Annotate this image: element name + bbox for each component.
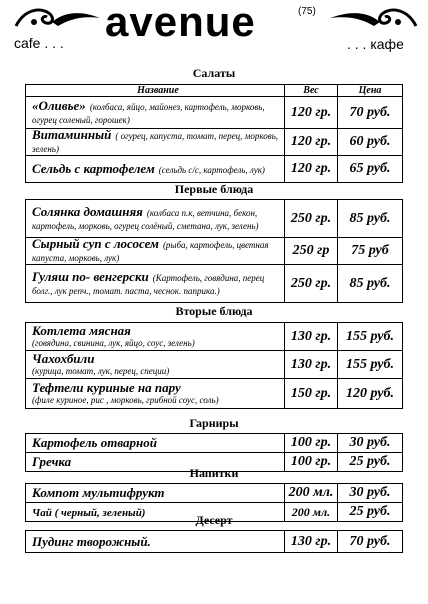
item-price: 85 руб.	[338, 200, 403, 238]
item-name: Витаминный	[32, 127, 112, 142]
item-weight: 120 гр.	[285, 97, 338, 129]
item-desc: (говядина, свинина, лук, яйцо, соус, зелень)	[32, 337, 195, 348]
item-name: Пудинг творожный.	[32, 533, 151, 549]
brand-name: avenue	[105, 0, 256, 45]
item-desc: ( огурец, капуста, томат, перец, морковь, зелень)	[32, 131, 279, 154]
item-price: 155 руб.	[338, 323, 403, 351]
item-desc: (филе куриное, рис , морковь, грибной соус, соль)	[32, 394, 219, 405]
salads-table	[25, 84, 403, 183]
item-weight: 120 гр.	[285, 156, 338, 183]
table-row	[26, 531, 403, 553]
item-price: 75 руб	[338, 238, 403, 265]
item-desc: (курица, томат, лук, перец, специи)	[32, 365, 170, 376]
item-name: Котлета мясная	[32, 322, 131, 338]
section-title-sides: Гарниры	[189, 416, 239, 430]
brand-sub-left: cafe . . .	[14, 35, 64, 51]
item-name: Сельдь с картофелем	[32, 160, 155, 176]
item-weight: 150 гр.	[285, 379, 338, 409]
item-price: 60 руб.	[338, 129, 403, 156]
item-weight: 100 гр.	[285, 434, 338, 453]
section-title-salads: Салаты	[192, 66, 236, 80]
item-name: Компот мультифрукт	[32, 485, 165, 500]
item-desc: (рыба, картофель, цветная капуста, морковь, лук)	[32, 240, 269, 263]
table-row	[26, 97, 403, 129]
item-price: 85 руб.	[338, 265, 403, 303]
table-row	[26, 434, 403, 453]
item-weight: 130 гр.	[285, 323, 338, 351]
item-name: Чахохбили	[32, 350, 95, 366]
item-name: Сырный суп с лососем	[32, 236, 159, 251]
item-weight: 200 мл.	[285, 484, 338, 503]
table-row	[26, 129, 403, 156]
table-row	[26, 265, 403, 303]
item-name: Картофель отварной	[32, 435, 157, 450]
table-header-row	[26, 85, 403, 97]
right-ornament-icon	[322, 4, 418, 34]
table-row	[26, 323, 403, 351]
item-name: Чай ( черный, зеленый)	[32, 507, 146, 519]
header-price: Цена	[338, 85, 403, 97]
menu-header	[0, 0, 428, 58]
item-name: «Оливье»	[32, 97, 86, 113]
item-weight: 250 гр.	[285, 200, 338, 238]
item-weight: 100 гр.	[285, 453, 338, 472]
item-desc: (Картофель, говядина, перец болг., лук репч., томат. паста, чеснок. паприка.)	[32, 272, 265, 296]
section-title-drinks: Напитки	[189, 466, 239, 480]
item-price: 70 руб.	[338, 97, 403, 129]
item-name: Тефтели куриные на пару	[32, 379, 181, 395]
section-title-first-courses: Первые блюда	[174, 182, 254, 196]
first-courses-table	[25, 199, 403, 303]
item-desc: (сельдь с/с, картофель, лук)	[158, 164, 265, 175]
item-name: Солянка домашняя	[32, 203, 143, 219]
brand-number: (75)	[298, 6, 316, 17]
item-price: 25 руб.	[338, 453, 403, 472]
item-price: 70 руб.	[338, 531, 403, 553]
item-weight: 120 гр.	[285, 129, 338, 156]
table-row	[26, 200, 403, 238]
item-weight: 130 гр.	[285, 351, 338, 379]
item-price: 25 руб.	[338, 503, 403, 522]
header-weight: Вес	[285, 85, 338, 97]
header-name: Название	[26, 85, 285, 97]
item-weight: 250 гр	[285, 238, 338, 265]
table-row	[26, 156, 403, 183]
item-weight: 250 гр.	[285, 265, 338, 303]
item-weight: 130 гр.	[285, 531, 338, 553]
main-courses-table	[25, 322, 403, 409]
item-desc: (колбаса п.к, ветчина, бекон, картофель, морковь, огурец солёный, сметана, лук, зелень)	[32, 207, 259, 231]
item-name: Гуляш по- венгерски	[32, 268, 149, 284]
item-price: 30 руб.	[338, 434, 403, 453]
dessert-table	[25, 530, 403, 553]
item-price: 30 руб.	[338, 484, 403, 503]
brand-sub-right: . . . кафе	[347, 36, 404, 52]
table-row	[26, 351, 403, 379]
item-desc: (колбаса, яйцо, майонез, картофель, морковь, огурец соленый, горошек)	[32, 101, 265, 125]
item-weight: 200 мл.	[285, 503, 338, 522]
left-ornament-icon	[14, 4, 104, 34]
item-price: 120 руб.	[338, 379, 403, 409]
section-title-dessert: Десерт	[195, 513, 233, 527]
table-row	[26, 379, 403, 409]
table-row	[26, 238, 403, 265]
section-title-main-courses: Вторые блюда	[175, 304, 253, 318]
item-price: 155 руб.	[338, 351, 403, 379]
item-name: Гречка	[32, 454, 72, 469]
item-price: 65 руб.	[338, 156, 403, 183]
table-row	[26, 484, 403, 503]
